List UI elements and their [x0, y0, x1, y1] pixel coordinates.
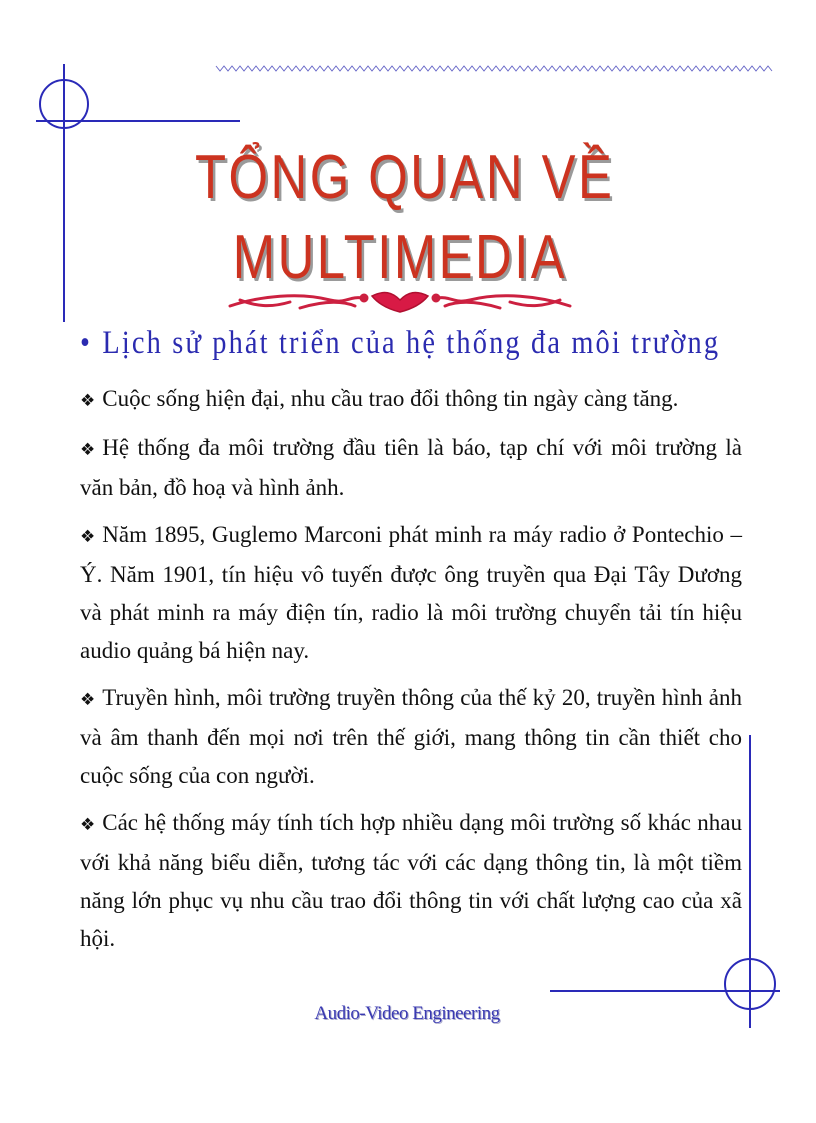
- heading-bullet: •: [80, 325, 93, 361]
- diamond-bullet-icon: ❖: [80, 815, 96, 835]
- title-line-2: MULTIMEDIA: [232, 223, 568, 292]
- paragraph-text: Truyền hình, môi trường truyền thông của thế kỷ 20, truyền hình ảnh và âm thanh đến mọi nơi trên thế giới, mang thông tin cần thiết cho cuộc sống của con người.: [80, 685, 742, 788]
- title-line-1: TỔNG QUAN VỀ: [195, 143, 615, 212]
- paragraph: [80, 429, 742, 507]
- diamond-bullet-icon: ❖: [80, 440, 96, 460]
- paragraph-text: Năm 1895, Guglemo Marconi phát minh ra máy radio ở Pontechio – Ý. Năm 1901, tín hiệu vô tuyến được ông truyền qua Đại Tây Dương và phát minh ra máy điện tín, radio là môi trường chuyển tải tín hiệu audio quảng bá hiện nay.: [80, 522, 742, 663]
- heading-text: Lịch sử phát triển của hệ thống đa môi trường: [102, 325, 721, 361]
- section-heading: [80, 325, 721, 362]
- top-zigzag-border: [216, 66, 772, 71]
- diamond-bullet-icon: ❖: [80, 690, 96, 710]
- paragraph-text: Các hệ thống máy tính tích hợp nhiều dạng môi trường số khác nhau với khả năng biểu diễn, tương tác với các dạng thông tin, là một tiềm năng lớn phục vụ nhu cầu trao đổi thông tin với chất lượng cao của xã hội.: [80, 810, 742, 951]
- paragraph: [80, 804, 742, 958]
- paragraph: [80, 516, 742, 670]
- paragraph: [80, 679, 742, 795]
- paragraph-text: Cuộc sống hiện đại, nhu cầu trao đổi thông tin ngày càng tăng.: [102, 386, 679, 411]
- diamond-bullet-icon: ❖: [80, 527, 96, 547]
- paragraph-text: Hệ thống đa môi trường đầu tiên là báo, tạp chí với môi trường là văn bản, đồ hoạ và hình ảnh.: [80, 435, 742, 500]
- body-text: [80, 380, 742, 967]
- paragraph: [80, 380, 742, 420]
- diamond-bullet-icon: ❖: [80, 391, 96, 411]
- footer-label: Audio-Video Engineering: [314, 1003, 500, 1024]
- title-ornament: [230, 293, 570, 312]
